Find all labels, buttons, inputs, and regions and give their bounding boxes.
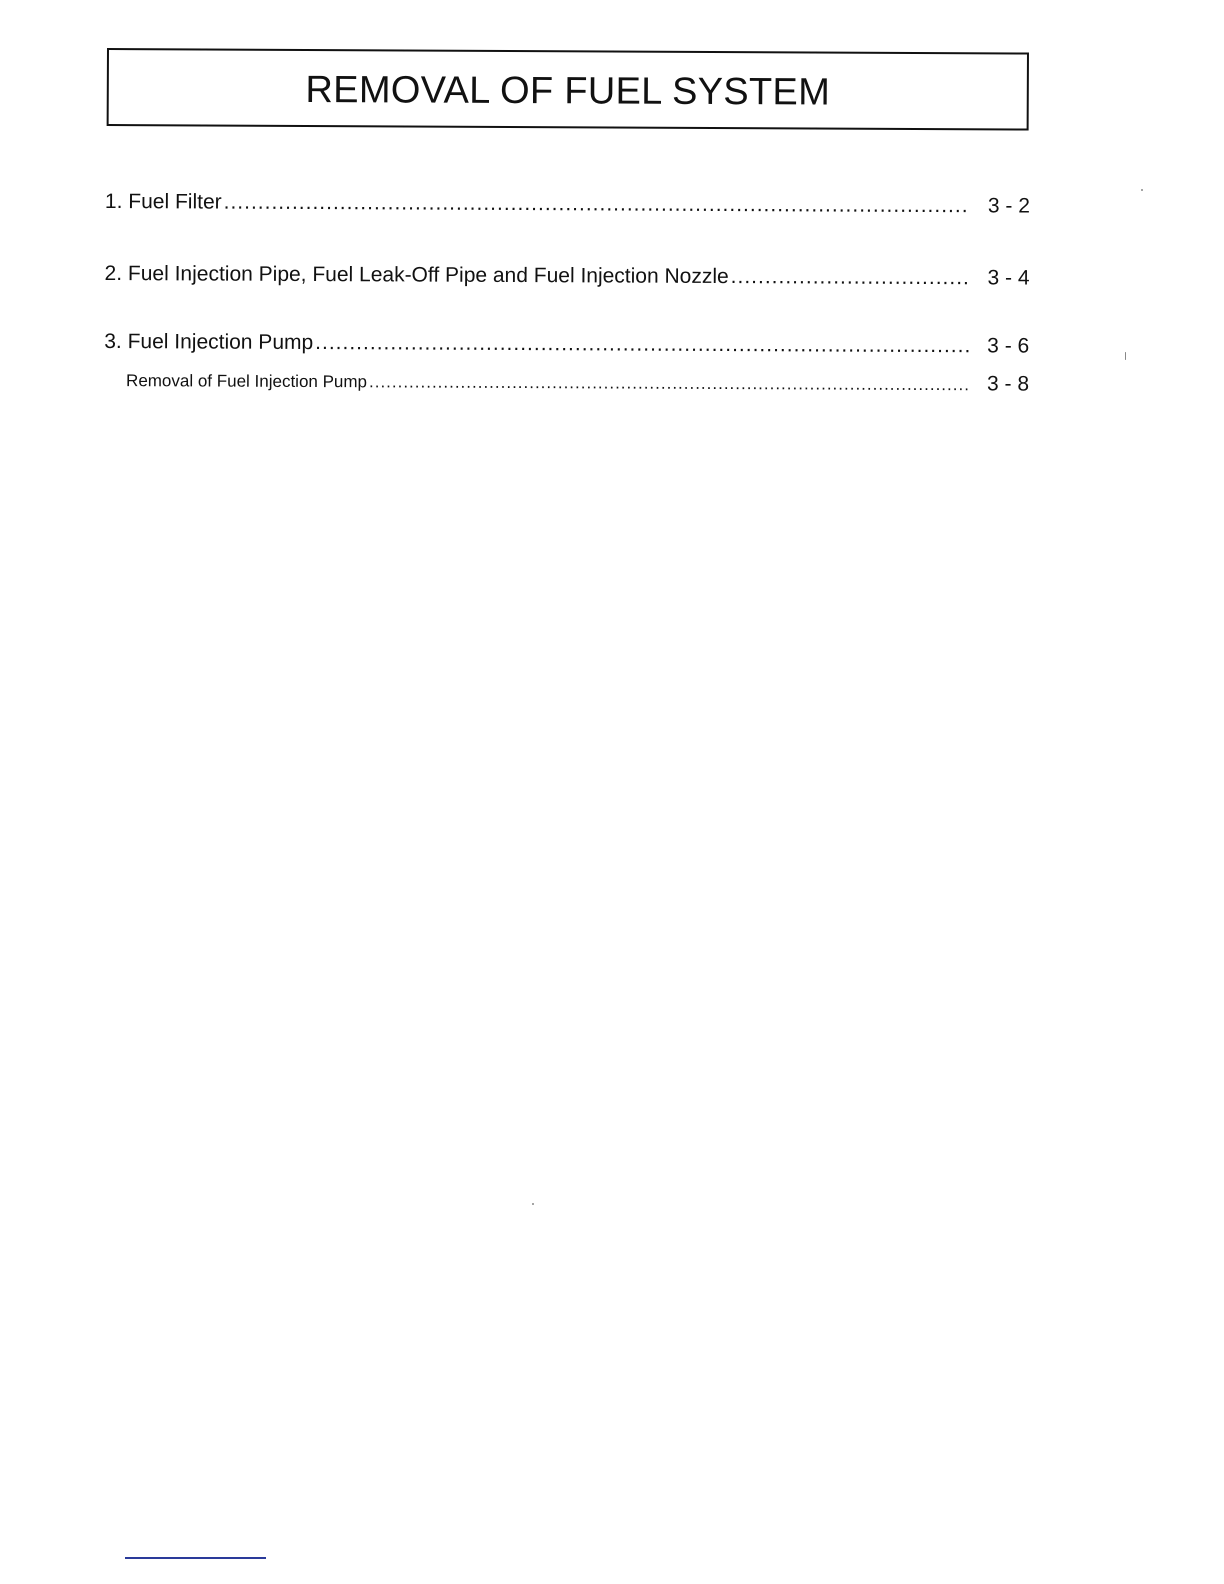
toc-entry-fuel-injection-pump[interactable] bbox=[104, 330, 1029, 359]
toc-entry-page: 3 - 4 bbox=[987, 266, 1030, 290]
toc-entry-fuel-injection-pipe[interactable] bbox=[105, 262, 1030, 291]
scan-speck bbox=[1125, 352, 1126, 360]
page-title: REMOVAL OF FUEL SYSTEM bbox=[305, 68, 831, 114]
toc-subentry-removal-of-fuel-injection-pump[interactable] bbox=[104, 368, 1029, 397]
dot-leader bbox=[731, 265, 970, 290]
toc-entry-label: Removal of Fuel Injection Pump bbox=[126, 371, 368, 392]
toc-entry-page: 3 - 8 bbox=[986, 372, 1030, 396]
title-box bbox=[107, 48, 1029, 131]
toc-entry-label: 2. Fuel Injection Pipe, Fuel Leak-Off Pipe and Fuel Injection Nozzle bbox=[104, 261, 729, 289]
toc-entry-page: 3 - 6 bbox=[987, 334, 1030, 358]
scan-speck bbox=[1141, 189, 1143, 191]
dot-leader bbox=[315, 331, 969, 358]
toc-entry-label: 3. Fuel Injection Pump bbox=[104, 329, 314, 355]
footer-rule bbox=[125, 1557, 266, 1559]
table-of-contents bbox=[104, 190, 1035, 396]
toc-entry-page: 3 - 2 bbox=[987, 194, 1030, 218]
toc-entry-fuel-filter[interactable] bbox=[105, 190, 1030, 219]
dot-leader bbox=[369, 372, 969, 395]
toc-entry-label: 1. Fuel Filter bbox=[104, 190, 222, 214]
dot-leader bbox=[224, 191, 970, 219]
scan-speck bbox=[532, 1203, 534, 1205]
